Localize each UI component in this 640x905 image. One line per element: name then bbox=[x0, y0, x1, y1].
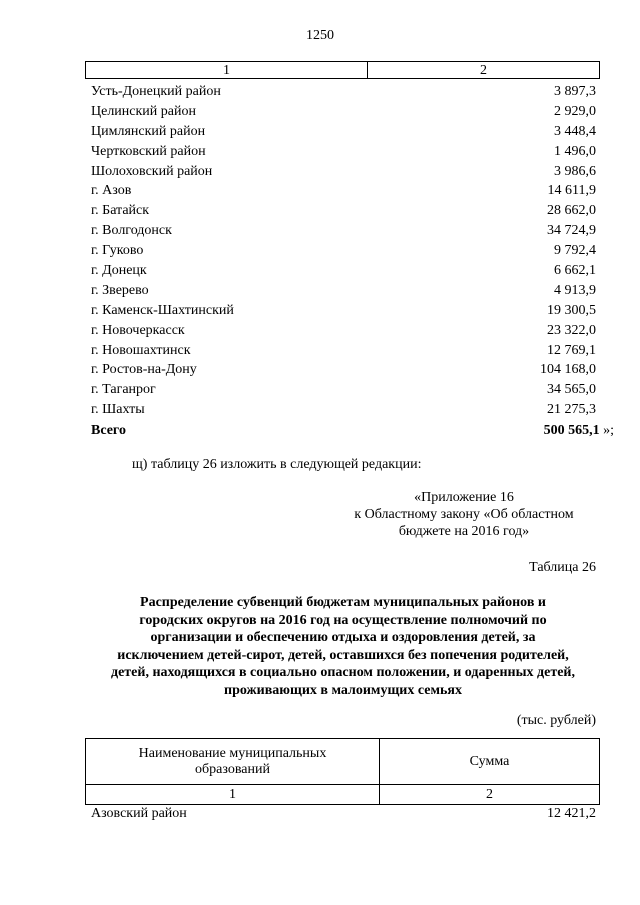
row-value: 34 724,9 bbox=[547, 223, 596, 239]
title-line: городских округов на 2016 год на осуществление полномочий по bbox=[139, 612, 547, 628]
row-name: г. Таганрог bbox=[91, 382, 156, 398]
row-name: Усть-Донецкий район bbox=[91, 84, 221, 99]
appendix-reference bbox=[330, 489, 598, 540]
table-row bbox=[91, 380, 596, 400]
table-row bbox=[91, 122, 596, 142]
row-value: 19 300,5 bbox=[547, 302, 596, 318]
table1-header bbox=[85, 61, 600, 79]
row-value: 3 448,4 bbox=[554, 123, 596, 139]
row-value: 104 168,0 bbox=[540, 362, 596, 378]
table-row bbox=[91, 360, 596, 380]
title-line: Распределение субвенций бюджетам муниципальных районов и bbox=[140, 595, 546, 610]
title-line: проживающих в малоимущих семьях bbox=[224, 682, 462, 698]
row-value: 12 421,2 bbox=[547, 806, 596, 821]
header-line: образований bbox=[195, 761, 270, 777]
table-row bbox=[91, 142, 596, 162]
row-name: г. Каменск-Шахтинский bbox=[91, 302, 234, 318]
table1-header-col2: 2 bbox=[480, 63, 487, 78]
row-name: г. Донецк bbox=[91, 263, 147, 279]
row-value: 9 792,4 bbox=[554, 243, 596, 259]
table2-header-col2: Сумма bbox=[469, 753, 510, 769]
table-row bbox=[91, 341, 596, 361]
table2-number-row bbox=[86, 785, 599, 804]
instruction-text: щ) таблицу 26 изложить в следующей редакции: bbox=[132, 457, 422, 472]
row-name: Целинский район bbox=[91, 103, 196, 119]
total-label: Всего bbox=[91, 423, 126, 438]
title-line: организации и обеспечению отдыха и оздоровления детей, за bbox=[150, 630, 536, 645]
table-row bbox=[91, 102, 596, 122]
row-value: 1 496,0 bbox=[554, 143, 596, 159]
header-line: Наименование муниципальных bbox=[138, 745, 327, 761]
row-name: г. Волгодонск bbox=[91, 223, 172, 239]
row-name: г. Шахты bbox=[91, 402, 145, 418]
row-value: 4 913,9 bbox=[554, 282, 596, 298]
row-name: г. Новошахтинск bbox=[91, 342, 191, 358]
row-value: 3 986,6 bbox=[554, 163, 596, 179]
row-value: 2 929,0 bbox=[554, 103, 596, 119]
appendix-line: бюджете на 2016 год» bbox=[398, 524, 530, 539]
table-row bbox=[91, 241, 596, 261]
total-value: 500 565,1 bbox=[543, 423, 600, 438]
row-name: Цимлянский район bbox=[91, 123, 206, 139]
row-value: 12 769,1 bbox=[547, 342, 596, 358]
document-title bbox=[78, 594, 608, 699]
row-value: 6 662,1 bbox=[554, 263, 596, 279]
table-label: Таблица 26 bbox=[529, 560, 596, 575]
table2-body bbox=[91, 804, 596, 824]
table-row bbox=[91, 804, 596, 824]
table-row bbox=[91, 181, 596, 201]
title-line: исключением детей-сирот, детей, оставшихся без попечения родителей, bbox=[117, 647, 569, 663]
table2-num-col2: 2 bbox=[486, 787, 493, 802]
table-row bbox=[91, 400, 596, 420]
table1-header-col1: 1 bbox=[86, 62, 368, 78]
row-name: г. Ростов-на-Дону bbox=[91, 362, 197, 378]
table2-header bbox=[85, 738, 600, 805]
total-value-group bbox=[544, 421, 614, 440]
row-name: г. Новочеркасск bbox=[91, 322, 185, 338]
row-value: 23 322,0 bbox=[547, 322, 596, 338]
table-row bbox=[91, 201, 596, 221]
appendix-line: «Приложение 16 bbox=[414, 490, 514, 505]
table-row bbox=[91, 162, 596, 182]
row-name: Шолоховский район bbox=[91, 163, 213, 179]
table-row bbox=[91, 261, 596, 281]
row-value: 34 565,0 bbox=[547, 382, 596, 398]
row-name: Азовский район bbox=[91, 806, 187, 821]
page-number: 1250 bbox=[306, 28, 334, 43]
table2-num-col1: 1 bbox=[86, 785, 380, 804]
row-name: Чертковский район bbox=[91, 143, 206, 159]
row-name: г. Азов bbox=[91, 183, 132, 199]
row-name: г. Гуково bbox=[91, 243, 144, 259]
table-row bbox=[91, 82, 596, 102]
table1-body bbox=[91, 82, 596, 420]
table-row bbox=[91, 281, 596, 301]
units-label: (тыс. рублей) bbox=[516, 713, 596, 728]
row-name: г. Батайск bbox=[91, 203, 150, 219]
appendix-line: к Областному закону «Об областном bbox=[354, 507, 574, 522]
table-row bbox=[91, 221, 596, 241]
table2-header-col1 bbox=[86, 739, 380, 784]
row-value: 14 611,9 bbox=[547, 183, 596, 199]
table-row bbox=[91, 301, 596, 321]
row-value: 3 897,3 bbox=[554, 84, 596, 99]
title-line: детей, находящихся в социально опасном положении, и одаренных детей, bbox=[110, 665, 575, 680]
row-name: г. Зверево bbox=[91, 282, 149, 298]
total-suffix: »; bbox=[603, 423, 614, 438]
row-value: 28 662,0 bbox=[547, 203, 596, 219]
table-row bbox=[91, 321, 596, 341]
table1-total-row bbox=[91, 421, 614, 440]
table2-header-row bbox=[86, 739, 599, 785]
row-value: 21 275,3 bbox=[547, 402, 596, 418]
